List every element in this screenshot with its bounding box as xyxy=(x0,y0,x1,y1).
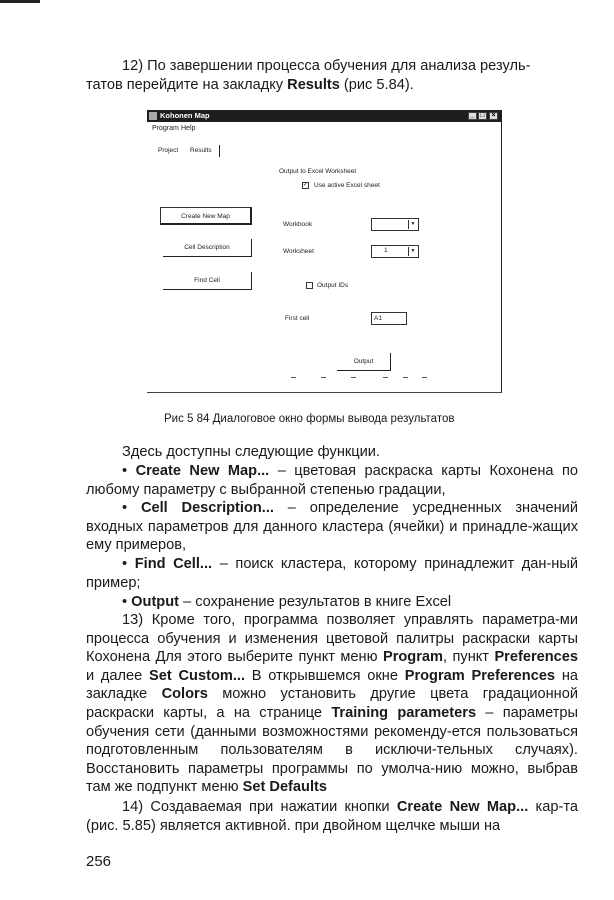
output-ids-label: Output IDs xyxy=(317,282,349,289)
bullet-find-cell: • Find Cell... – поиск кластера, которому принадлежит дан-ный пример; xyxy=(86,556,579,591)
intro-paragraph xyxy=(86,57,578,94)
find-cell-button[interactable]: Find Cell xyxy=(163,272,252,290)
first-cell-label: First cell xyxy=(285,315,310,322)
menu-program[interactable]: Program xyxy=(152,125,179,132)
tab-project[interactable]: Project xyxy=(158,147,179,154)
create-new-map-button[interactable]: Create New Map xyxy=(160,207,252,225)
divider-dash xyxy=(321,377,326,378)
worksheet-value: 1 xyxy=(384,247,388,254)
cell-description-button[interactable]: Cell Description xyxy=(163,239,252,257)
divider-dash xyxy=(403,377,408,378)
figure-caption: Рис 5 84 Диалоговое окно формы вывода результатов xyxy=(164,413,455,425)
worksheet-label: Worksheet xyxy=(283,248,314,255)
page-number: 256 xyxy=(86,853,112,870)
workbook-label: Workbook xyxy=(283,221,313,228)
chevron-down-icon: ▼ xyxy=(408,247,417,256)
kohonen-map-window xyxy=(147,110,502,393)
chevron-down-icon: ▼ xyxy=(408,220,417,229)
bullet-output: • Output – сохранение результатов в книге Excel xyxy=(122,594,452,610)
minimize-icon[interactable]: _ xyxy=(468,112,477,120)
output-button[interactable]: Output xyxy=(337,353,391,371)
use-active-sheet-label: Use active Excel sheet xyxy=(314,182,380,189)
divider-dash xyxy=(351,377,356,378)
window-title: Kohonen Map xyxy=(160,111,210,120)
window-titlebar xyxy=(147,110,502,122)
first-cell-input[interactable]: A1 xyxy=(371,312,407,325)
paragraph-13: 13) Кроме того, программа позволяет управлять параметра-ми процесса обучения и изменения цветовой палитры раскраски карты Кохонена Для этого выберите пункт меню Program, пункт Preferences и далее Set Custom... В открывшемся окне Program Preferences на закладке Colors можно установить другие цвета градационной раскраски карты, а на странице Training parameters – параметры обучения сети (данными возможностями рекоменду-ется пользоваться подготовленным пользователям в исключи-тельных случаях). Восстановить параметры программы по умолча-нию можно, выбрав там же подпункт меню Set Defaults xyxy=(86,612,579,796)
maximize-icon[interactable]: □ xyxy=(478,112,487,120)
close-icon[interactable]: × xyxy=(489,112,498,120)
bullet-cell-description: • Cell Description... – определение усредненных значений входных параметров для данного кластера (ячейки) и принадле-жащих ему примеров, xyxy=(86,500,578,554)
app-icon xyxy=(149,112,157,120)
output-ids-checkbox[interactable] xyxy=(306,282,313,289)
bullet-create-new-map: • Create New Map... – цветовая раскраска карты Кохонена по любому параметру с выбранной степенью градации, xyxy=(86,463,578,498)
output-to-excel-label: Output to Excel Worksheet xyxy=(279,168,357,175)
workbook-select[interactable] xyxy=(371,218,419,231)
paragraph-14: 14) Создаваемая при нажатии кнопки Create New Map... кар-та (рис. 5.85) является активной. при двойном щелчке мыши на xyxy=(86,799,578,834)
tab-divider xyxy=(219,145,220,157)
tab-results[interactable]: Results xyxy=(190,147,212,154)
menu-help[interactable]: Help xyxy=(181,125,196,132)
intro-line-2: татов перейдите на закладку Results (рис 5.84). xyxy=(86,76,414,93)
functions-intro: Здесь доступны следующие функции. xyxy=(122,444,380,460)
divider-dash xyxy=(422,377,427,378)
page-top-mark xyxy=(0,0,40,3)
use-active-sheet-checkbox[interactable]: ✓ xyxy=(303,182,309,188)
divider-dash xyxy=(291,377,296,378)
intro-line-1: 12) По завершении процесса обучения для анализа резуль- xyxy=(122,58,531,74)
divider-dash xyxy=(383,377,388,378)
window-frame xyxy=(147,122,502,393)
worksheet-select[interactable] xyxy=(371,245,419,258)
